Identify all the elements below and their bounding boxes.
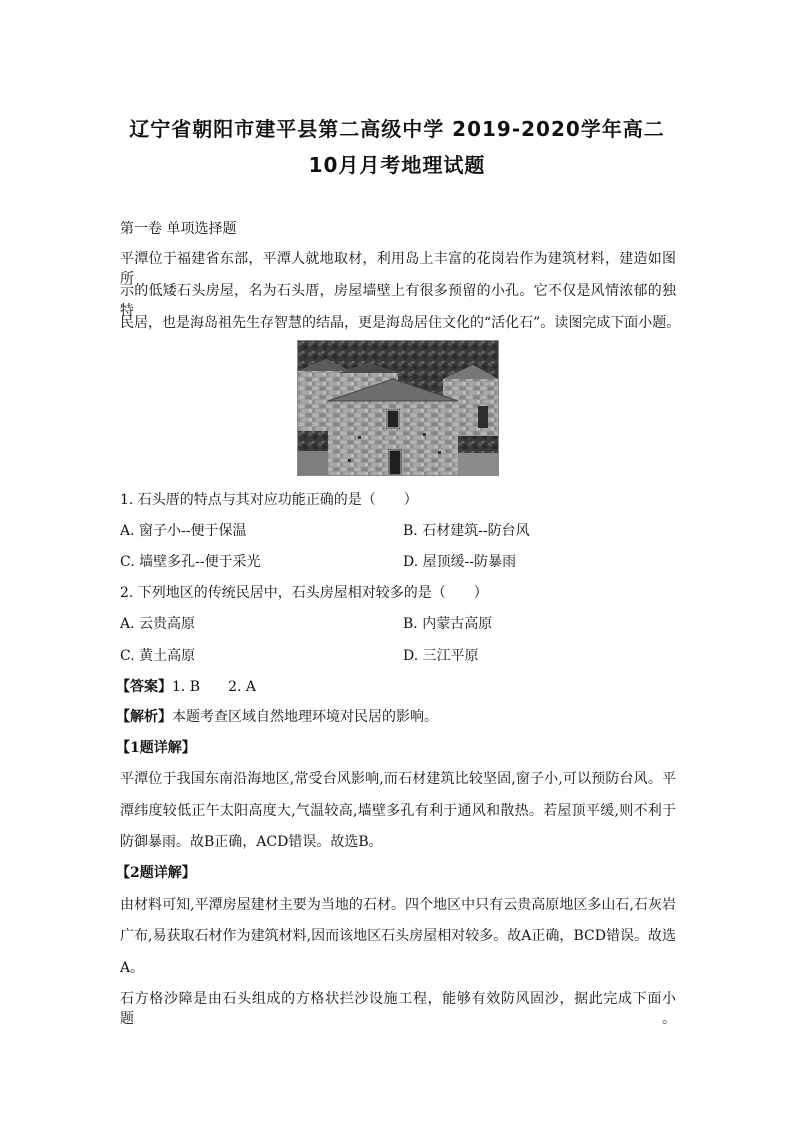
answer-tag: 【答案】 <box>116 679 172 695</box>
passage1-line2: 示的低矮石头房屋，名为石头厝，房屋墙壁上有很多预留的小孔。它不仅是风情浓郁的独特 <box>120 283 676 319</box>
exam-title-line1: 辽宁省朝阳市建平县第二高级中学 2019-2020学年高二 <box>129 117 665 141</box>
detail2-line1: 由材料可知,平潭房屋建材主要为当地的石材。四个地区中只有云贵高原地区多山石,石灰岩 <box>120 897 676 913</box>
detail1-line3: 防御暴雨。故B正确，ACD错误。故选B。 <box>120 834 383 850</box>
detail2-line2: 广布,易获取石材作为建筑材料,因而该地区石头房屋相对较多。故A正确，BCD错误。故选 <box>120 928 676 944</box>
q1-stem: 1. 石头厝的特点与其对应功能正确的是（ ） <box>120 492 418 508</box>
q2-option-a: A. 云贵高原 <box>120 616 196 632</box>
analysis-text: 本题考查区域自然地理环境对民居的影响。 <box>172 709 438 725</box>
q2-stem: 2. 下列地区的传统民居中，石头房屋相对较多的是（ ） <box>120 585 488 601</box>
passage1-line1: 平潭位于福建省东部，平潭人就地取材，利用岛上丰富的花岗岩作为建筑材料，建造如图所 <box>120 251 676 287</box>
answer-text: 1. B 2. A <box>172 679 257 695</box>
q2-option-b: B. 内蒙古高原 <box>403 616 493 632</box>
analysis-tag: 【解析】 <box>116 709 172 725</box>
passage2: 石方格沙障是由石头组成的方格状拦沙设施工程，能够有效防风固沙，据此完成下面小题。 <box>120 991 676 1027</box>
q1-option-c: C. 墙壁多孔--便于采光 <box>120 554 261 570</box>
detail2-line3: A。 <box>120 960 145 976</box>
q1-option-a: A. 窗子小--便于保温 <box>120 523 247 539</box>
q2-option-c: C. 黄土高原 <box>120 648 196 664</box>
passage1-line3: 民居，也是海岛祖先生存智慧的结晶，更是海岛居住文化的“活化石”。读图完成下面小题。 <box>120 315 681 331</box>
answer-line <box>116 676 256 696</box>
detail1-line1: 平潭位于我国东南沿海地区,常受台风影响,而石材建筑比较坚固,窗子小,可以预防台风。平 <box>120 771 676 787</box>
q2-option-d: D. 三江平原 <box>403 648 479 664</box>
q1-option-b: B. 石材建筑--防台风 <box>403 523 530 539</box>
q1-option-d: D. 屋顶缓--防暴雨 <box>403 554 517 570</box>
stone-house-photo <box>297 340 499 476</box>
detail1-line2: 潭纬度较低正午太阳高度大,气温较高,墙壁多孔有利于通风和散热。若屋顶平缓,则不利于 <box>120 803 676 819</box>
analysis-line <box>116 706 438 726</box>
section-heading: 第一卷 单项选择题 <box>120 221 237 237</box>
exam-title-line2: 10月月考地理试题 <box>308 153 486 177</box>
detail1-tag: 【1题详解】 <box>116 740 196 756</box>
detail2-tag: 【2题详解】 <box>116 865 196 881</box>
